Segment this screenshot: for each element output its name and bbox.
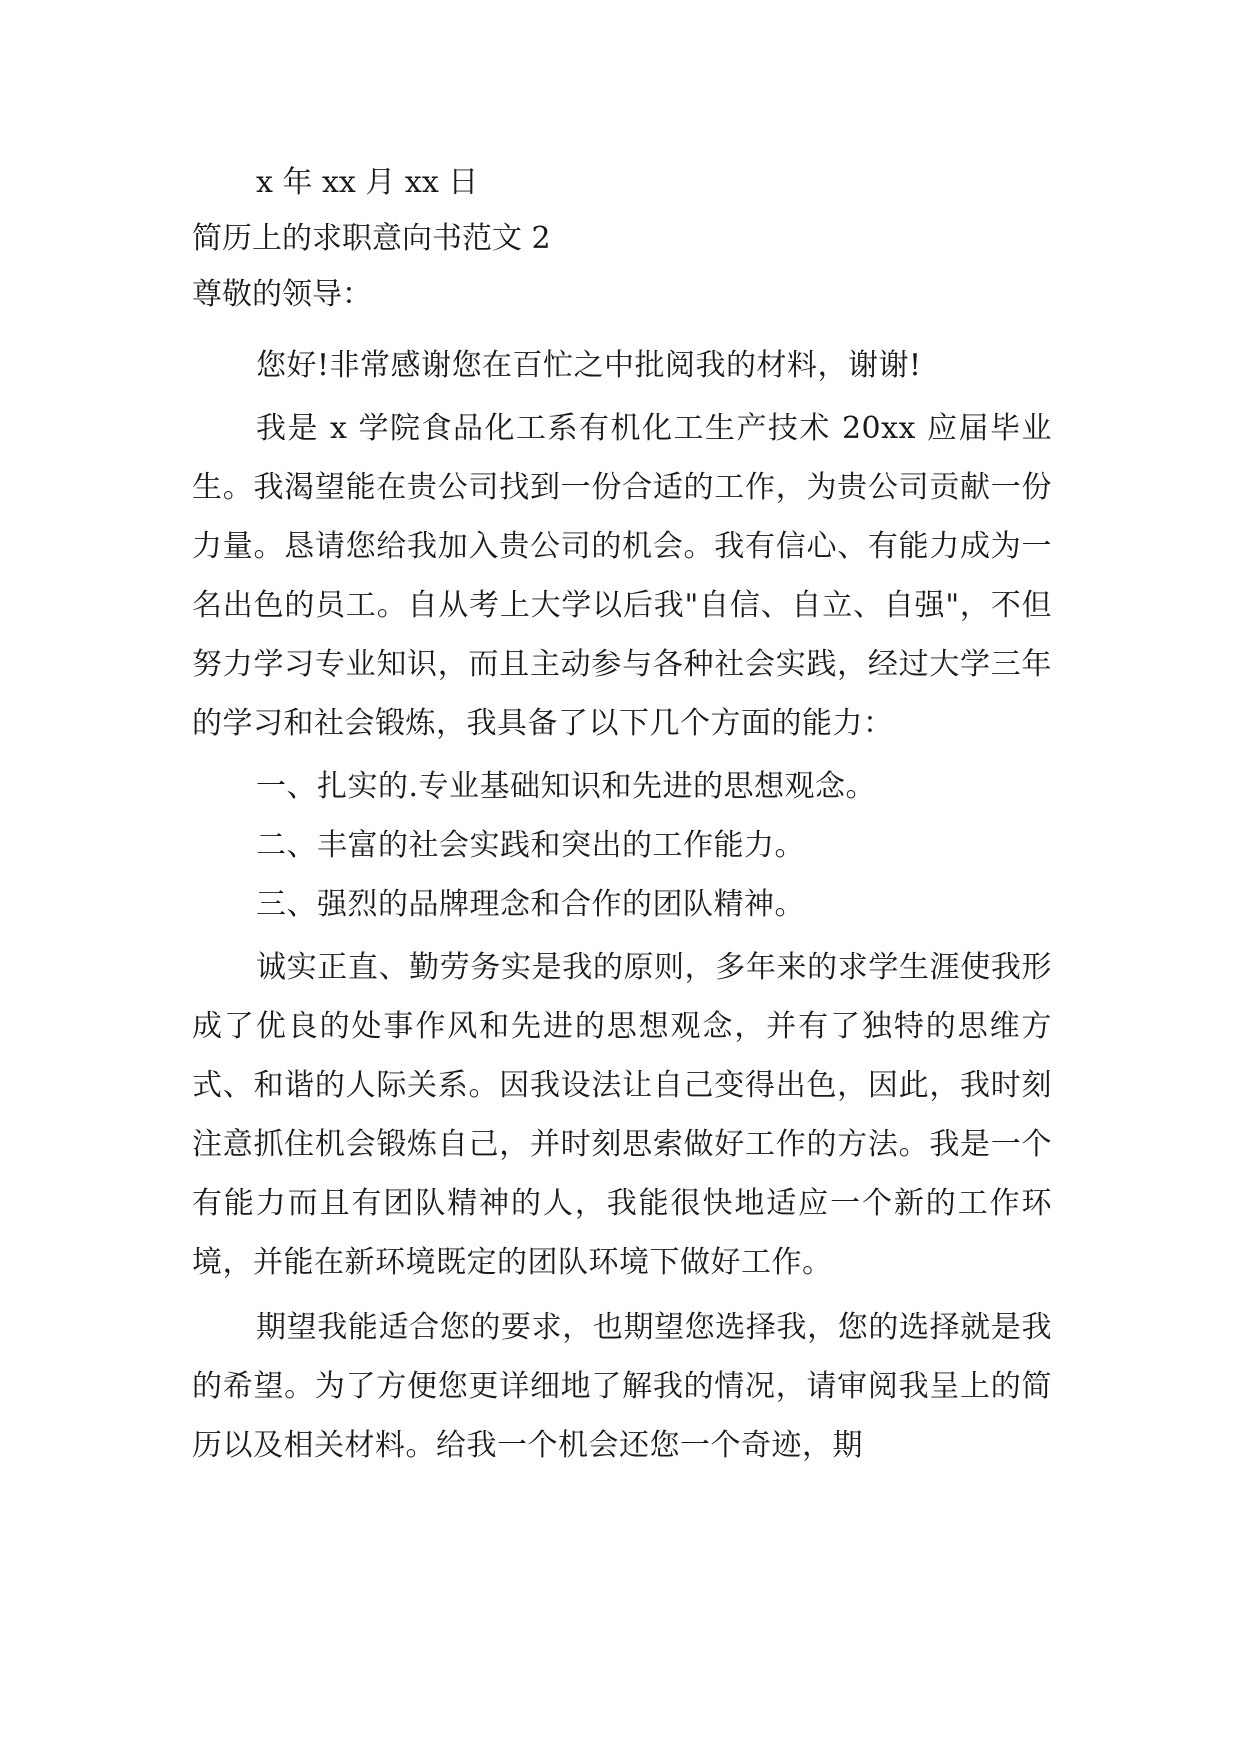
- date-line: x 年 xx 月 xx 日: [256, 165, 479, 200]
- greeting-paragraph: 您好!非常感谢您在百忙之中批阅我的材料，谢谢!: [256, 348, 922, 383]
- ability-item-3: 三、强烈的品牌理念和合作的团队精神。: [256, 887, 805, 922]
- character-paragraph: 诚实正直、勤劳务实是我的原则，多年来的求学生涯使我形成了优良的处事作风和先进的思想观念，并有了独特的思维方式、和谐的人际关系。因我设法让自己变得出色，因此，我时刻注意抓住机会锻炼自己，并时刻思索做好工作的方法。我是一个有能力而且有团队精神的人，我能很快地适应一个新的工作环境，并能在新环境既定的团队环境下做好工作。: [192, 950, 1052, 1280]
- closing-paragraph: 期望我能适合您的要求，也期望您选择我，您的选择就是我的希望。为了方便您更详细地了解我的情况，请审阅我呈上的简历以及相关材料。给我一个机会还您一个奇迹，期: [192, 1310, 1052, 1463]
- document-title: 简历上的求职意向书范文 2: [192, 221, 551, 256]
- ability-item-2: 二、丰富的社会实践和突出的工作能力。: [256, 828, 805, 863]
- intro-paragraph: 我是 x 学院食品化工系有机化工生产技术 20xx 应届毕业生。我渴望能在贵公司找到一份合适的工作，为贵公司贡献一份力量。恳请您给我加入贵公司的机会。我有信心、有能力成为一名出色的员工。自从考上大学以后我"自信、自立、自强"，不但努力学习专业知识，而且主动参与各种社会实践，经过大学三年的学习和社会锻炼，我具备了以下几个方面的能力：: [192, 411, 1052, 741]
- document-body: [192, 158, 1052, 1475]
- salutation: 尊敬的领导：: [192, 277, 372, 312]
- ability-item-1: 一、扎实的.专业基础知识和先进的思想观念。: [256, 769, 877, 804]
